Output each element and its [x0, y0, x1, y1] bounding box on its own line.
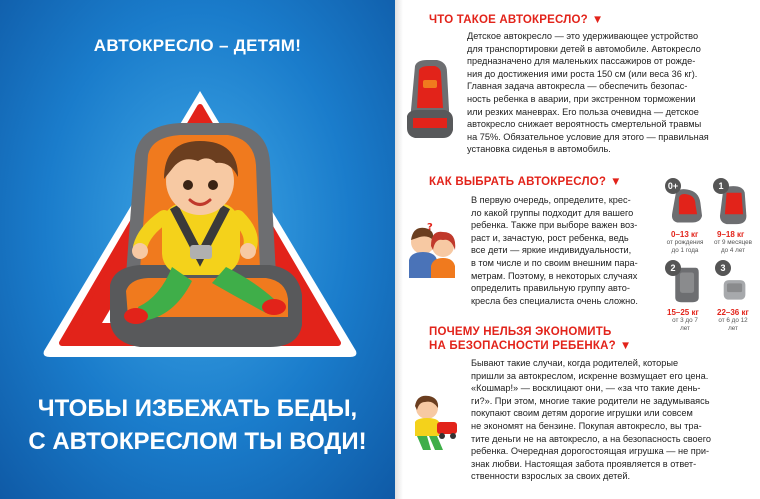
text-line: все дети — яркие индивидуальности,	[471, 245, 632, 256]
text-line: не экономят на бензине. Покупая автокресло, вы тра-	[471, 420, 702, 431]
text-line: автокресло снижает вероятность смертельной травмы	[467, 119, 702, 130]
group-weight-unit: кг	[737, 230, 745, 239]
car-seat-icon	[403, 58, 455, 140]
text-line: в том числе и по своим внешним пара-	[471, 257, 638, 268]
section-why-title	[429, 325, 631, 353]
text-line: определить правильную группу авто-	[471, 283, 630, 294]
group-age-line: от 9 месяцев	[713, 239, 753, 246]
chevron-down-icon: ▼	[619, 340, 632, 352]
text-line: Бывают такие случаи, когда родителей, которые	[471, 358, 679, 368]
group-age-line: лет	[680, 324, 690, 332]
group-age-line: лет	[728, 324, 738, 332]
text-line: В первую очередь, определите, крес-	[471, 195, 631, 205]
group-weight-unit: кг	[741, 308, 749, 317]
section-choose-title-text: КАК ВЫБРАТЬ АВТОКРЕСЛО?	[429, 176, 607, 188]
section-choose-title	[429, 175, 622, 189]
right-panel	[395, 0, 760, 499]
group-age-line: от рождения	[666, 239, 704, 246]
group-2	[663, 258, 709, 334]
group-age	[705, 317, 760, 332]
warning-triangle-illustration	[40, 85, 360, 360]
group-num: 3	[715, 260, 731, 276]
text-line: ребенка. Также при выборе важен воз-	[471, 220, 638, 231]
section-why-text	[471, 357, 757, 483]
group-age-line: до 1 года	[671, 246, 699, 254]
section-why-title-line-2-wrap	[429, 339, 631, 353]
group-weight-value: 9–18	[717, 230, 735, 239]
section-why-title-line-2: НА БЕЗОПАСНОСТИ РЕБЕНКА?	[429, 340, 616, 352]
text-line: знак любви. Настоящая забота проявляется в ответ-	[471, 458, 697, 469]
group-weight-unit: кг	[691, 230, 699, 239]
parents-question-icon	[403, 220, 463, 278]
group-age-line: от 3 до 7	[672, 317, 698, 324]
group-1	[711, 176, 757, 258]
text-line: для транспортировки детей в автомобиле. Автокресло	[467, 43, 701, 54]
text-line: или резких маневрах. Его польза очевидна — детское	[467, 106, 699, 117]
slogan	[0, 392, 395, 458]
section-what-title-text: ЧТО ТАКОЕ АВТОКРЕСЛО?	[429, 14, 588, 26]
text-line: кресла без специалиста очень сложно.	[471, 295, 638, 306]
group-weight	[671, 230, 698, 239]
text-line: ния до достижения ими роста 150 см (или веса 36 кг).	[467, 68, 698, 79]
text-line: предназначено для маленьких пассажиров от рожде-	[467, 56, 696, 67]
text-line: тите деньги не на автокресло, а на безопасность своего	[471, 433, 711, 444]
group-num: 1	[713, 178, 729, 194]
slogan-line-2: С АВТОКРЕСЛОМ ТЫ ВОДИ!	[28, 428, 367, 455]
chevron-down-icon: ▼	[591, 14, 604, 26]
section-why-title-line-1: ПОЧЕМУ НЕЛЬЗЯ ЭКОНОМИТЬ	[429, 326, 612, 338]
svg-text:?: ?	[427, 222, 433, 233]
text-line: пришли за автокреслом, искренне возмущает его цена.	[471, 370, 709, 381]
chevron-down-icon: ▼	[610, 176, 622, 188]
group-num: 0+	[665, 178, 681, 194]
group-0-plus	[663, 176, 709, 258]
group-num: 2	[665, 260, 681, 276]
text-line: покупают своим детям дорогие игрушки или совсем	[471, 408, 693, 419]
group-3	[711, 258, 757, 334]
left-title: АВТОКРЕСЛО – ДЕТЯМ!	[93, 36, 302, 55]
group-weight	[717, 230, 744, 239]
group-weight	[717, 308, 749, 317]
group-weight-value: 15–25	[667, 308, 690, 317]
section-what-title	[429, 13, 603, 27]
text-line: на 75%. Обязательное условие для этого — правильная	[467, 131, 709, 142]
group-weight-unit: кг	[691, 308, 699, 317]
text-line: Главная задача автокресла — обеспечить безопас-	[467, 81, 688, 92]
text-line: метрам. Поэтому, в некоторых случаях	[471, 270, 638, 281]
child-with-toy-illustration	[403, 392, 463, 452]
text-line: ло какой группы подходит для вашего	[471, 207, 634, 218]
booster-cushion-icon	[715, 278, 753, 304]
child-toy-car-icon	[403, 392, 463, 452]
group-age-line: от 6 до 12	[718, 317, 748, 324]
slogan-line-1: ЧТОБЫ ИЗБЕЖАТЬ БЕДЫ,	[37, 395, 358, 422]
text-line: ность ребенка в аварии, при экстренном торможении	[467, 93, 696, 104]
group-weight	[667, 308, 699, 317]
text-line: Детское автокресло — это удерживающее устройство	[467, 31, 699, 41]
group-weight-value: 22–36	[717, 308, 740, 317]
text-line: ственности взрослых за своих детей.	[471, 471, 631, 482]
group-age-line: до 4 лет	[720, 246, 746, 254]
group-weight-value: 0–13	[671, 230, 689, 239]
text-line: установка сиденья в автомобиль.	[467, 144, 611, 155]
section-choose-text	[471, 194, 671, 307]
text-line: раст и, зачастую, рост ребенка, ведь	[471, 232, 629, 243]
section-what-text	[467, 30, 757, 156]
group-age	[705, 239, 760, 254]
text-line: «Кошмар!» — восклицают они, — «за что такие день-	[471, 383, 701, 394]
child-in-seat-icon	[40, 85, 360, 360]
parents-thinking-illustration	[403, 220, 463, 278]
text-line: ги?». При этом, многие такие родители не задумываясь	[471, 395, 710, 406]
text-line: ребенка. Очередная дорогостоящая игрушка — не при-	[471, 446, 710, 457]
car-seat-illustration	[403, 58, 455, 140]
